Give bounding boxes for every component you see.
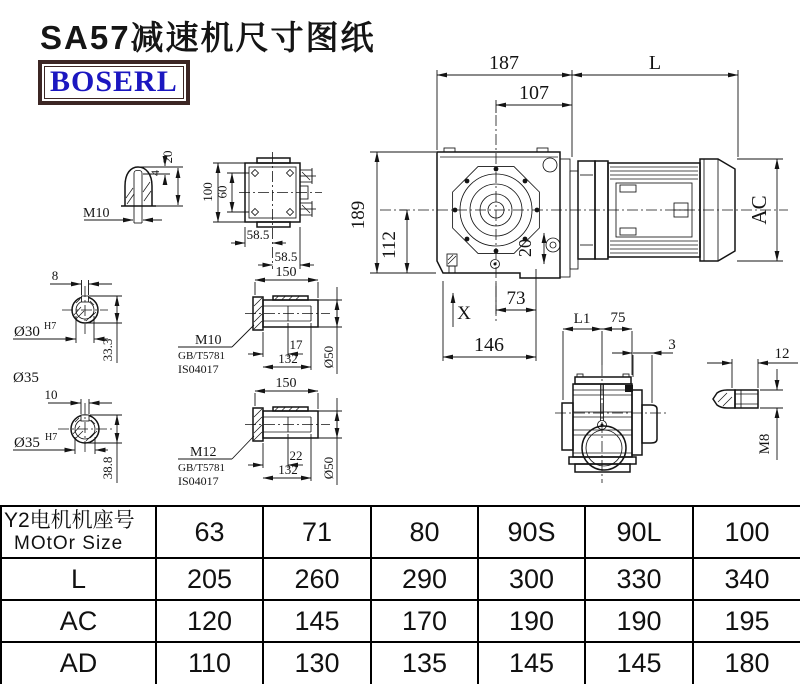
gearbox-top-view <box>195 150 330 275</box>
std-label-gb-2: GB/T5781 <box>178 462 226 474</box>
m8-stud <box>713 390 758 408</box>
dim-label-dia35-note: Ø35 <box>13 370 39 386</box>
motor-size-header-cn: Y2电机机座号 <box>4 509 135 532</box>
page-title: SA57减速机尺寸图纸 <box>40 19 376 56</box>
AC-value: 170 <box>371 600 478 642</box>
dim-label-dia50-a: Ø50 <box>321 345 336 369</box>
dim-label-h7-2: H7 <box>45 432 58 443</box>
L-value: 340 <box>693 558 800 600</box>
front-view-body <box>555 365 667 483</box>
dim-label-dia50-b: Ø50 <box>321 456 336 480</box>
eyebolt-view <box>30 140 195 250</box>
row-label-L: L <box>1 558 156 600</box>
dim-label-75: 75 <box>610 310 626 326</box>
dim-label-dia35: Ø35 <box>14 435 40 451</box>
dim-label-100: 100 <box>200 182 215 202</box>
hollow-shaft-view-2 <box>170 375 365 500</box>
motor-size-100: 100 <box>693 506 800 558</box>
motor-size-63: 63 <box>156 506 263 558</box>
dim-label-h7-1: H7 <box>44 321 57 332</box>
AD-value: 145 <box>478 642 585 684</box>
dim-label-58-5-b: 58.5 <box>274 249 298 264</box>
dim-label-8: 8 <box>51 268 59 283</box>
table-row-AC <box>1 600 800 642</box>
adapter <box>560 159 595 277</box>
front-view-and-stud <box>555 305 800 505</box>
dimension-table <box>0 505 800 684</box>
row-label-AD: AD <box>1 642 156 684</box>
L-value: 205 <box>156 558 263 600</box>
dim-label-22: 22 <box>289 448 303 463</box>
dim-label-150-b: 150 <box>275 376 297 391</box>
motor-size-90s: 90S <box>478 506 585 558</box>
AD-value: 180 <box>693 642 800 684</box>
motor-size-header-cell <box>1 506 156 558</box>
dim-label-73: 73 <box>506 288 526 309</box>
std-label-gb-1: GB/T5781 <box>178 350 226 362</box>
dim-label-X: X <box>457 303 471 324</box>
AC-value: 195 <box>693 600 800 642</box>
bore-section-35 <box>0 385 180 500</box>
AC-value: 190 <box>585 600 693 642</box>
dim-label-12: 12 <box>774 346 790 362</box>
dim-label-60: 60 <box>214 185 230 199</box>
dim-label-132-b: 132 <box>278 462 298 477</box>
AC-value: 145 <box>263 600 371 642</box>
dim-label-m10-plug: M10 <box>83 206 110 221</box>
dim-label-M8: M8 <box>757 433 773 455</box>
dim-label-20-plug: 20 <box>160 150 175 164</box>
dim-label-17: 17 <box>289 337 303 352</box>
AC-value: 190 <box>478 600 585 642</box>
table-header-row <box>1 506 800 558</box>
brand-logo <box>38 60 190 105</box>
dim-label-33-3: 33.3 <box>100 338 115 362</box>
L-value: 260 <box>263 558 371 600</box>
dim-label-L1: L1 <box>573 311 591 327</box>
dim-label-38-8: 38.8 <box>100 456 115 480</box>
gearbox-outline <box>437 152 560 278</box>
L-value: 300 <box>478 558 585 600</box>
thread-label-m10: M10 <box>195 333 222 348</box>
motor-size-header-en: MOtOr Size <box>14 533 124 554</box>
dim-label-132-a: 132 <box>278 351 298 366</box>
dim-label-187: 187 <box>489 52 519 74</box>
dim-label-146: 146 <box>474 334 504 356</box>
oil-plug <box>447 254 457 273</box>
dim-label-3: 3 <box>668 337 676 353</box>
dim-label-107: 107 <box>519 82 549 104</box>
AD-value: 130 <box>263 642 371 684</box>
L-value: 330 <box>585 558 693 600</box>
motor-size-90l: 90L <box>585 506 693 558</box>
dim-label-20: 20 <box>515 239 535 257</box>
dim-label-dia30: Ø30 <box>14 324 40 340</box>
dim-label-58-5-a: 58.5 <box>246 227 270 242</box>
table-row-L <box>1 558 800 600</box>
bore-section-30 <box>0 260 180 385</box>
L-value: 290 <box>371 558 478 600</box>
dim-label-112: 112 <box>379 231 400 259</box>
AD-value: 110 <box>156 642 263 684</box>
dim-label-189: 189 <box>348 200 369 230</box>
dim-label-L: L <box>648 52 662 74</box>
AC-value: 120 <box>156 600 263 642</box>
brand-logo-text: BOSERL <box>50 65 178 98</box>
dim-label-4: 4 <box>148 170 162 176</box>
nameplate <box>625 385 633 392</box>
thread-label-m12: M12 <box>190 445 217 460</box>
row-label-AC: AC <box>1 600 156 642</box>
dim-label-10: 10 <box>44 387 58 402</box>
AD-value: 145 <box>585 642 693 684</box>
AD-value: 135 <box>371 642 478 684</box>
motor-size-71: 71 <box>263 506 371 558</box>
motor-size-80: 80 <box>371 506 478 558</box>
dim-label-150-a: 150 <box>275 265 297 280</box>
hollow-shaft-view-1 <box>170 262 365 385</box>
std-label-iso-2: IS04017 <box>178 474 219 488</box>
std-label-iso-1: IS04017 <box>178 362 219 376</box>
table-row-AD <box>1 642 800 684</box>
dim-label-AC: AC <box>747 195 771 225</box>
